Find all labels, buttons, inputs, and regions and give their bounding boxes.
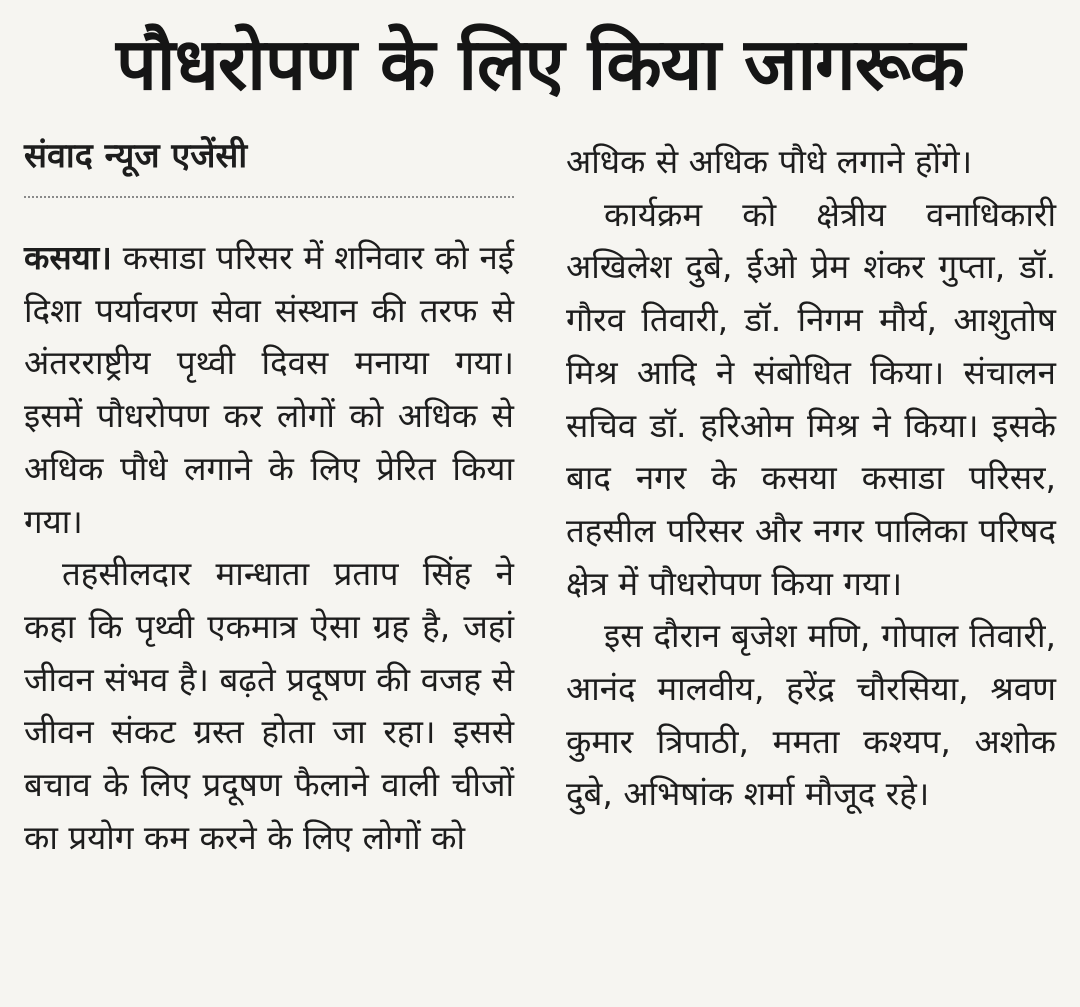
article-paragraph-3: कार्यक्रम को क्षेत्रीय वनाधिकारी अखिलेश दुबे, ईओ प्रेम शंकर गुप्ता, डॉ. गौरव तिवारी, डॉ. निगम मौर्य, आशुतोष मिश्र आदि ने संबोधित किया। संचालन सचिव डॉ. हरिओम मिश्र ने किया। इसके बाद नगर के कसया कसाडा परिसर, तहसील परिसर और नगर पालिका परिषद क्षेत्र में पौधरोपण किया गया।	[566, 194, 1056, 603]
headline: पौधरोपण के लिए किया जागरूक	[116, 22, 964, 106]
article-column-left	[24, 128, 514, 864]
article-paragraph-2: तहसीलदार मान्धाता प्रताप सिंह ने कहा कि पृथ्वी एकमात्र ऐसा ग्रह है, जहां जीवन संभव है। बढ़ते प्रदूषण की वजह से जीवन संकट ग्रस्त होता जा रहा। इससे बचाव के लिए प्रदूषण फैलाने वाली चीजों का प्रयोग कम करने के लिए लोगों को	[24, 554, 514, 857]
dateline: कसया।	[24, 238, 112, 277]
paragraph-1-text: कसाडा परिसर में शनिवार को नई दिशा पर्यावरण सेवा संस्थान की तरफ से अंतरराष्ट्रीय पृथ्वी दिवस मनाया गया। इसमें पौधरोपण कर लोगों को अधिक से अधिक पौधे लगाने के लिए प्रेरित किया गया।	[24, 238, 514, 541]
article-paragraph-2-continued: अधिक से अधिक पौधे लगाने होंगे।	[566, 142, 973, 181]
article-paragraph-1	[24, 232, 514, 548]
byline: संवाद न्यूज एजेंसी	[24, 136, 248, 176]
article-column-right	[566, 136, 1056, 821]
article-paragraph-4: इस दौरान बृजेश मणि, गोपाल तिवारी, आनंद मालवीय, हरेंद्र चौरसिया, श्रवण कुमार त्रिपाठी, ममता कश्यप, अशोक दुबे, अभिषांक शर्मा मौजूद रहे।	[566, 616, 1056, 814]
byline-divider	[24, 196, 514, 198]
